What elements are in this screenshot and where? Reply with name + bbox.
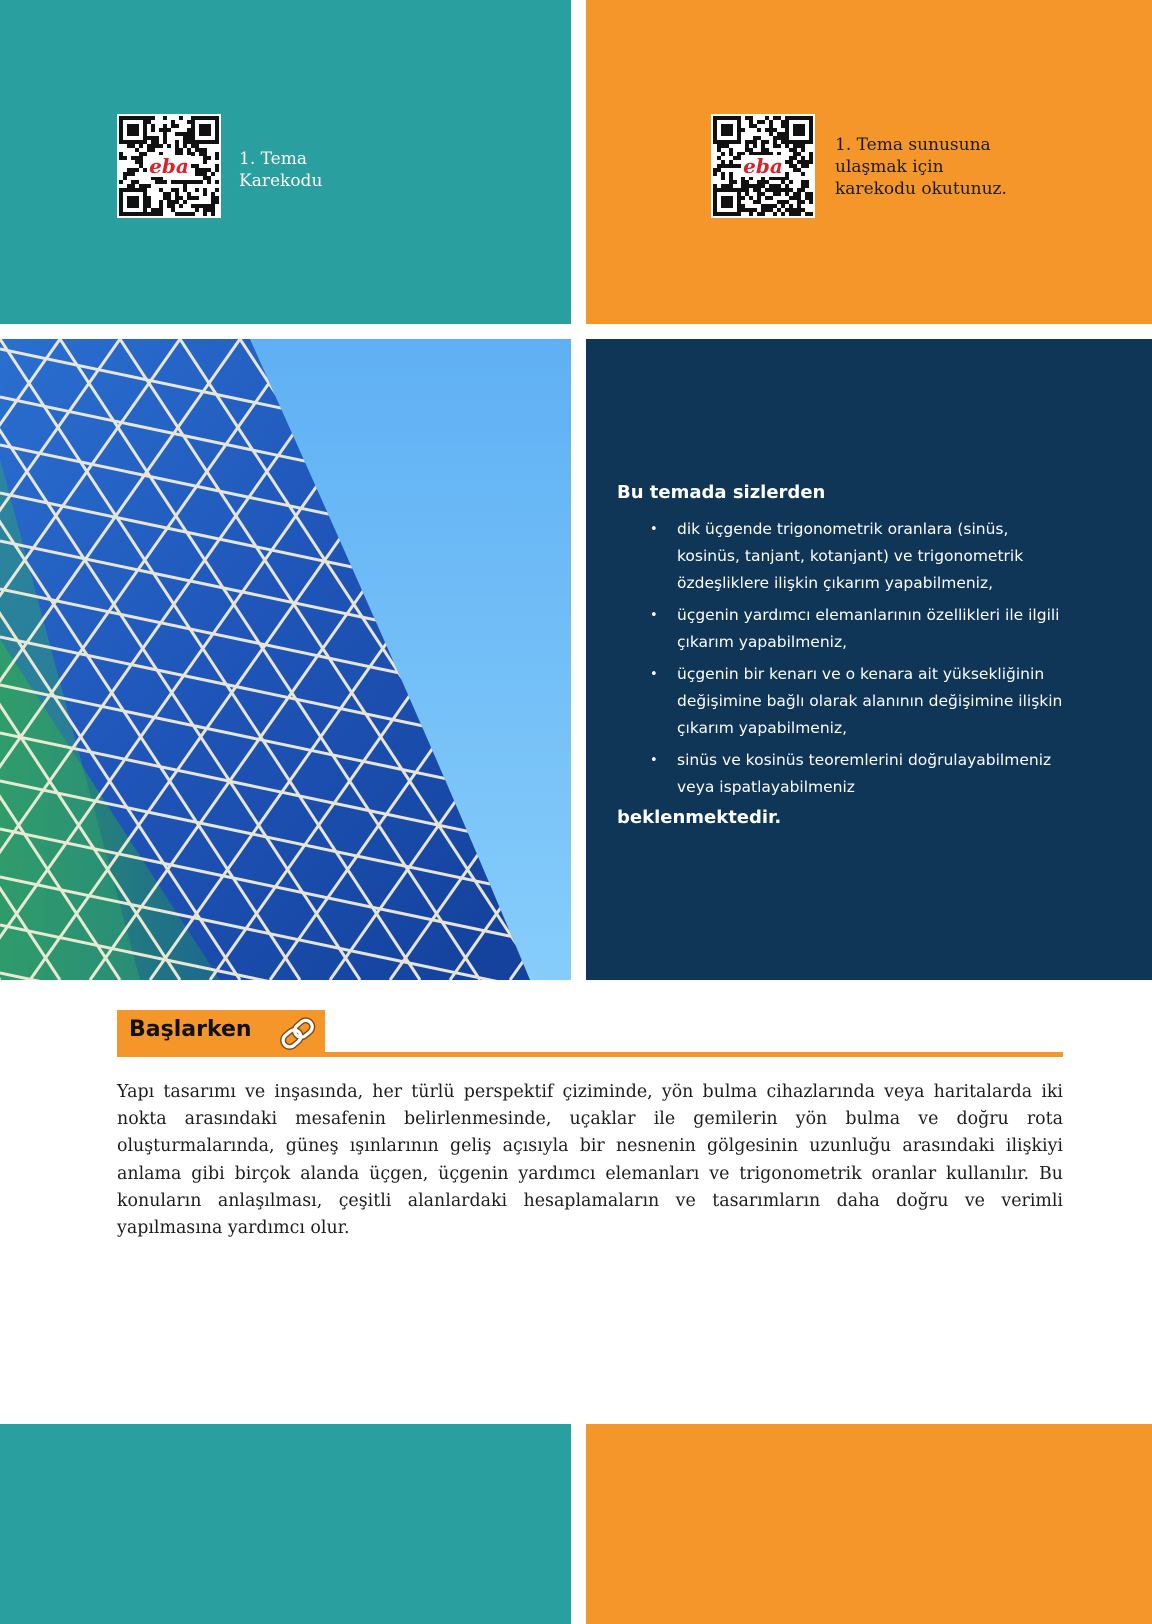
section-heading-rule	[117, 1052, 1063, 1057]
eba-logo-text: eba	[743, 154, 783, 178]
qr-code-graphic	[117, 114, 221, 218]
goals-list-item: • üçgenin yardımcı elemanlarının özellikleri ile ilgili çıkarım yapabilmeniz,	[650, 602, 1070, 656]
bottom-right-orange-panel	[586, 1424, 1152, 1624]
qr-left-label-line2: Karekodu	[239, 171, 323, 191]
qr-code-icon[interactable]	[711, 114, 815, 218]
qr-code-graphic	[711, 114, 815, 218]
glass-building-photo	[0, 339, 571, 980]
goals-list-item: • dik üçgende trigonometrik oranlara (sinüs, kosinüs, tanjant, kotanjant) ve trigonometrik özdeşliklere ilişkin çıkarım yapabilmeniz,	[650, 516, 1070, 597]
qr-left-label-line1: 1. Tema	[239, 149, 307, 169]
qr-right-label-line3: karekodu okutunuz.	[835, 179, 1007, 199]
eba-logo-text: eba	[149, 154, 189, 178]
goals-closing: beklenmektedir.	[617, 807, 782, 828]
qr-left-label	[239, 148, 359, 192]
section-body-text: Yapı tasarımı ve inşasında, her türlü perspektif çiziminde, yön bulma cihazlarında veya haritalarda iki nokta arasındaki mesafenin belirlenmesinde, uçaklar ile gemilerin yön bulma ve doğru rota oluşturmalarında, güneş ışınlarının geliş açısıyla bir nesnenin gölgesinin uzunluğu arasındaki ilişkiyi anlama gibi birçok alanda üçgen, üçgenin yardımcı elemanları ve trigonometrik oranlar kullanılır. Bu konuların anlaşılması, çeşitli alanlardaki hesaplamaların ve tasarımların daha doğru ve verimli yapılmasına yardımcı olur.	[117, 1082, 1063, 1239]
glass-building-illustration	[0, 339, 571, 980]
goals-list-item: • üçgenin bir kenarı ve o kenara ait yüksekliğinin değişimine bağlı olarak alanının değişimine ilişkin çıkarım yapabilmeniz,	[650, 661, 1070, 742]
goals-list-item: • sinüs ve kosinüs teoremlerini doğrulayabilmeniz veya ispatlayabilmeniz	[650, 747, 1070, 801]
bottom-left-teal-panel	[0, 1424, 571, 1624]
goals-list	[650, 516, 1070, 806]
section-heading: Başlarken	[129, 1017, 252, 1042]
qr-right-label-line2: ulaşmak için	[835, 157, 944, 177]
goals-title: Bu temada sizlerden	[617, 482, 826, 503]
link-icon	[278, 1016, 318, 1052]
qr-right-label-line1: 1. Tema sunusuna	[835, 135, 991, 155]
qr-right-label	[835, 134, 1035, 200]
qr-code-icon[interactable]	[117, 114, 221, 218]
